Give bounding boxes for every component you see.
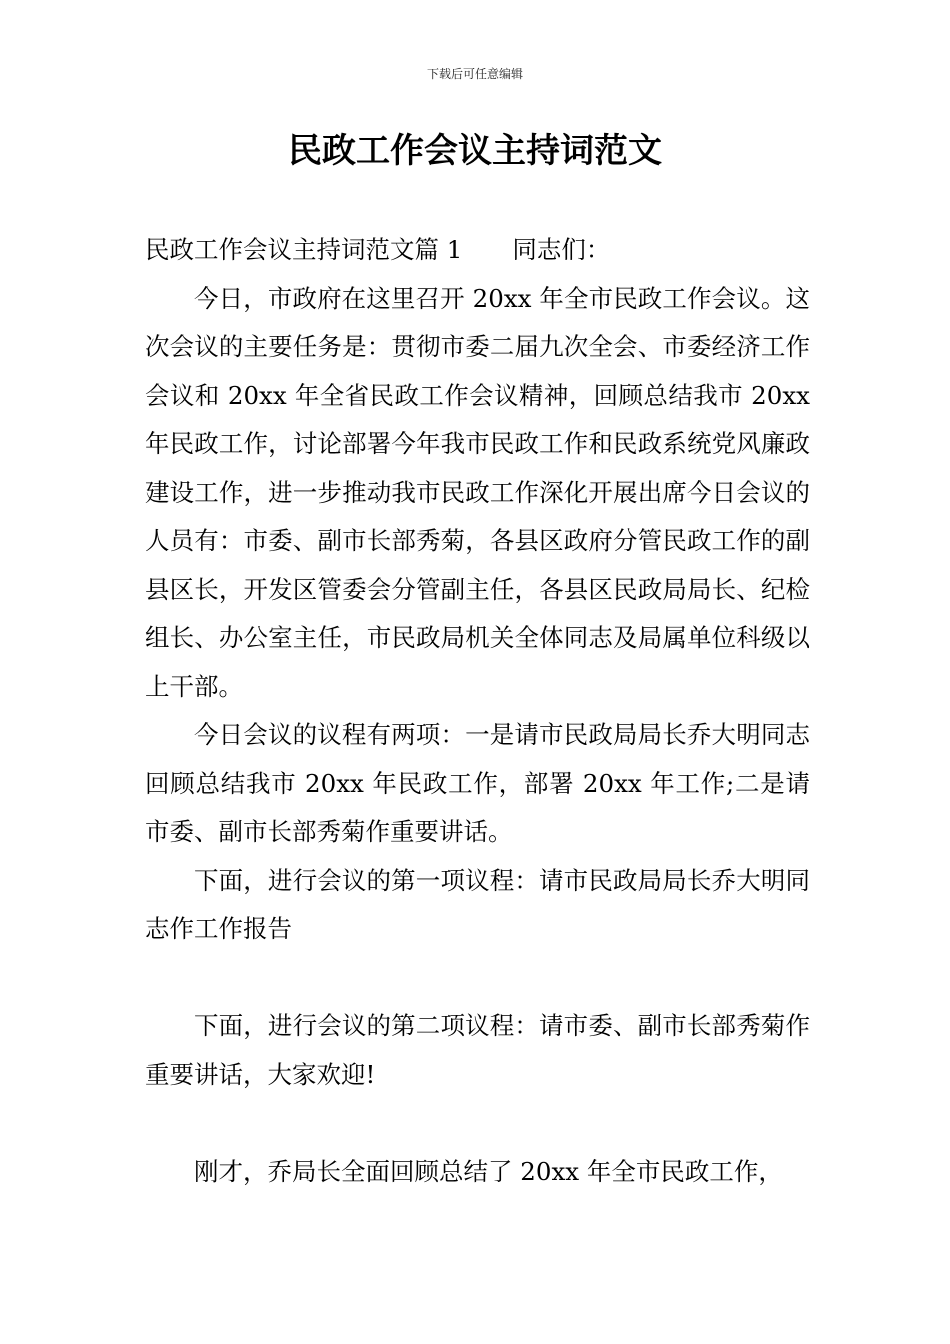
document-body <box>145 226 810 1196</box>
lead-line <box>145 226 810 275</box>
blank-line <box>145 1099 810 1148</box>
document-title: 民政工作会议主持词范文 <box>288 131 662 171</box>
paragraph-meeting-intro: 今日，市政府在这里召开 20xx 年全市民政工作会议。这次会议的主要任务是：贯彻市委二届九次全会、市委经济工作会议和 20xx 年全省民政工作会议精神，回顾总结我市 20xx 年民政工作，讨论部署今年我市民政工作和民政系统党风廉政建设工作，进一步推动我市民政工作深化开展出席今日会议的人员有：市委、副市长部秀菊，各县区政府分管民政工作的副县区长，开发区管委会分管副主任，各县区民政局局长、纪检组长、办公室主任，市民政局机关全体同志及局属单位科级以上干部。 <box>145 283 810 701</box>
paragraph-summary: 刚才，乔局长全面回顾总结了 20xx 年全市民政工作， <box>194 1156 783 1186</box>
salutation: 同志们： <box>512 235 611 264</box>
paragraph-second-item: 下面，进行会议的第二项议程：请市委、副市长部秀菊作重要讲话，大家欢迎! <box>145 1011 810 1089</box>
paragraph-agenda: 今日会议的议程有两项：一是请市民政局局长乔大明同志回顾总结我市 20xx 年民政工作，部署 20xx 年工作;二是请市委、副市长部秀菊作重要讲话。 <box>145 720 810 846</box>
header-note: 下载后可任意编辑 <box>426 67 523 81</box>
paragraph-first-item: 下面，进行会议的第一项议程：请市民政局局长乔大明同志作工作报告 <box>145 865 810 943</box>
section-title: 民政工作会议主持词范文篇 1 <box>145 235 463 264</box>
blank-line <box>145 954 810 1003</box>
